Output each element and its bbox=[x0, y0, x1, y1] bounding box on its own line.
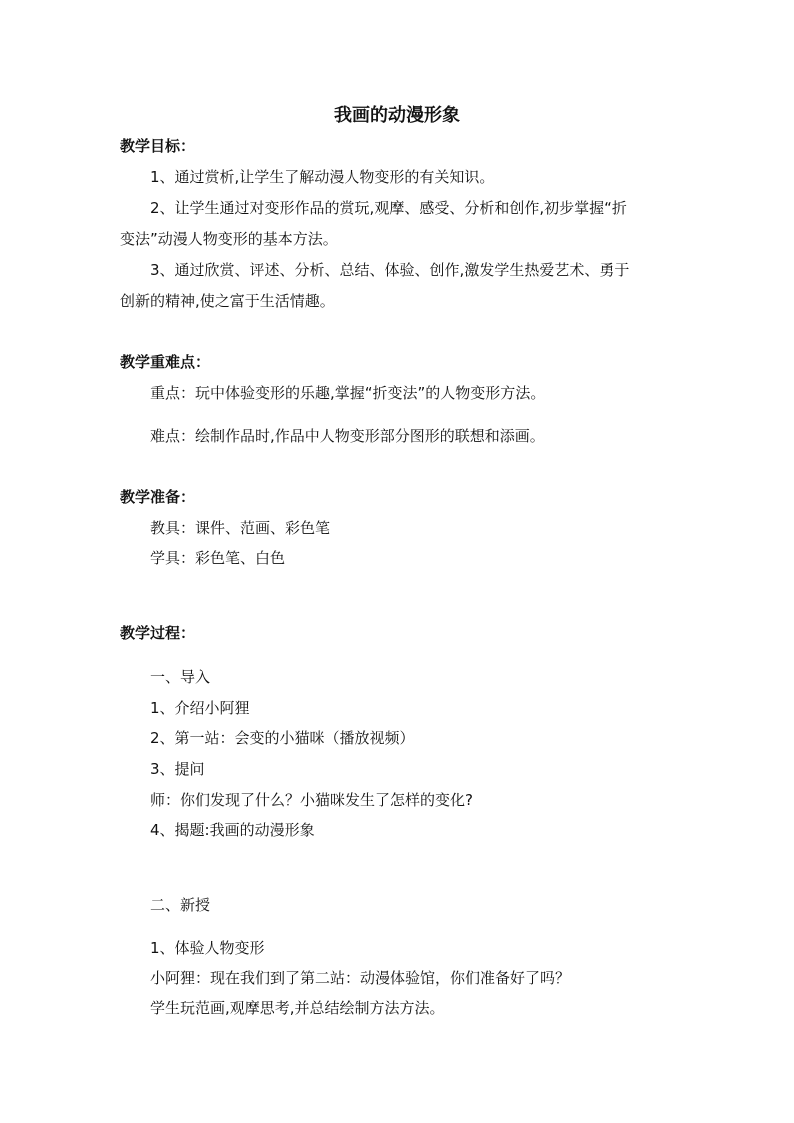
key-points-heading: 教学重难点： bbox=[120, 353, 211, 371]
process-part2-item-1: 1、体验人物变形 bbox=[150, 939, 265, 957]
objectives-heading: 教学目标： bbox=[120, 137, 196, 155]
process-heading: 教学过程： bbox=[120, 624, 196, 642]
teacher-tools-text: 教具：课件、范画、彩色笔 bbox=[150, 519, 331, 537]
objective-item-1: 1、通过赏析,让学生了解动漫人物变形的有关知识。 bbox=[150, 168, 495, 186]
preparation-heading: 教学准备： bbox=[120, 488, 196, 506]
process-part1-title: 一、导入 bbox=[150, 668, 211, 686]
objective-item-2: 2、让学生通过对变形作品的赏玩,观摩、感受、分析和创作,初步掌握“折 bbox=[150, 199, 627, 217]
process-part1-item-4: 师：你们发现了什么？小猫咪发生了怎样的变化? bbox=[150, 791, 473, 809]
key-point-text: 重点：玩中体验变形的乐趣,掌握“折变法”的人物变形方法。 bbox=[150, 384, 546, 402]
process-part2-title: 二、新授 bbox=[150, 896, 211, 914]
process-part1-item-2: 2、第一站：会变的小猫咪（播放视频） bbox=[150, 729, 415, 747]
process-part2-item-3: 学生玩范画,观摩思考,并总结绘制方法方法。 bbox=[150, 999, 445, 1017]
difficulty-text: 难点：绘制作品时,作品中人物变形部分图形的联想和添画。 bbox=[150, 427, 545, 445]
process-part1-item-5: 4、揭题:我画的动漫形象 bbox=[150, 821, 315, 839]
process-part1-item-1: 1、介绍小阿狸 bbox=[150, 699, 250, 717]
objective-item-3-cont: 创新的精神,使之富于生活情趣。 bbox=[120, 292, 335, 310]
process-part2-item-2: 小阿狸：现在我们到了第二站：动漫体验馆，你们准备好了吗？ bbox=[150, 969, 571, 987]
objective-item-2-cont: 变法”动漫人物变形的基本方法。 bbox=[120, 230, 338, 248]
document-title: 我画的动漫形象 bbox=[334, 105, 460, 126]
objective-item-3: 3、通过欣赏、评述、分析、总结、体验、创作,激发学生热爱艺术、勇于 bbox=[150, 261, 630, 279]
student-tools-text: 学具：彩色笔、白色 bbox=[150, 549, 286, 567]
process-part1-item-3: 3、提问 bbox=[150, 760, 205, 778]
